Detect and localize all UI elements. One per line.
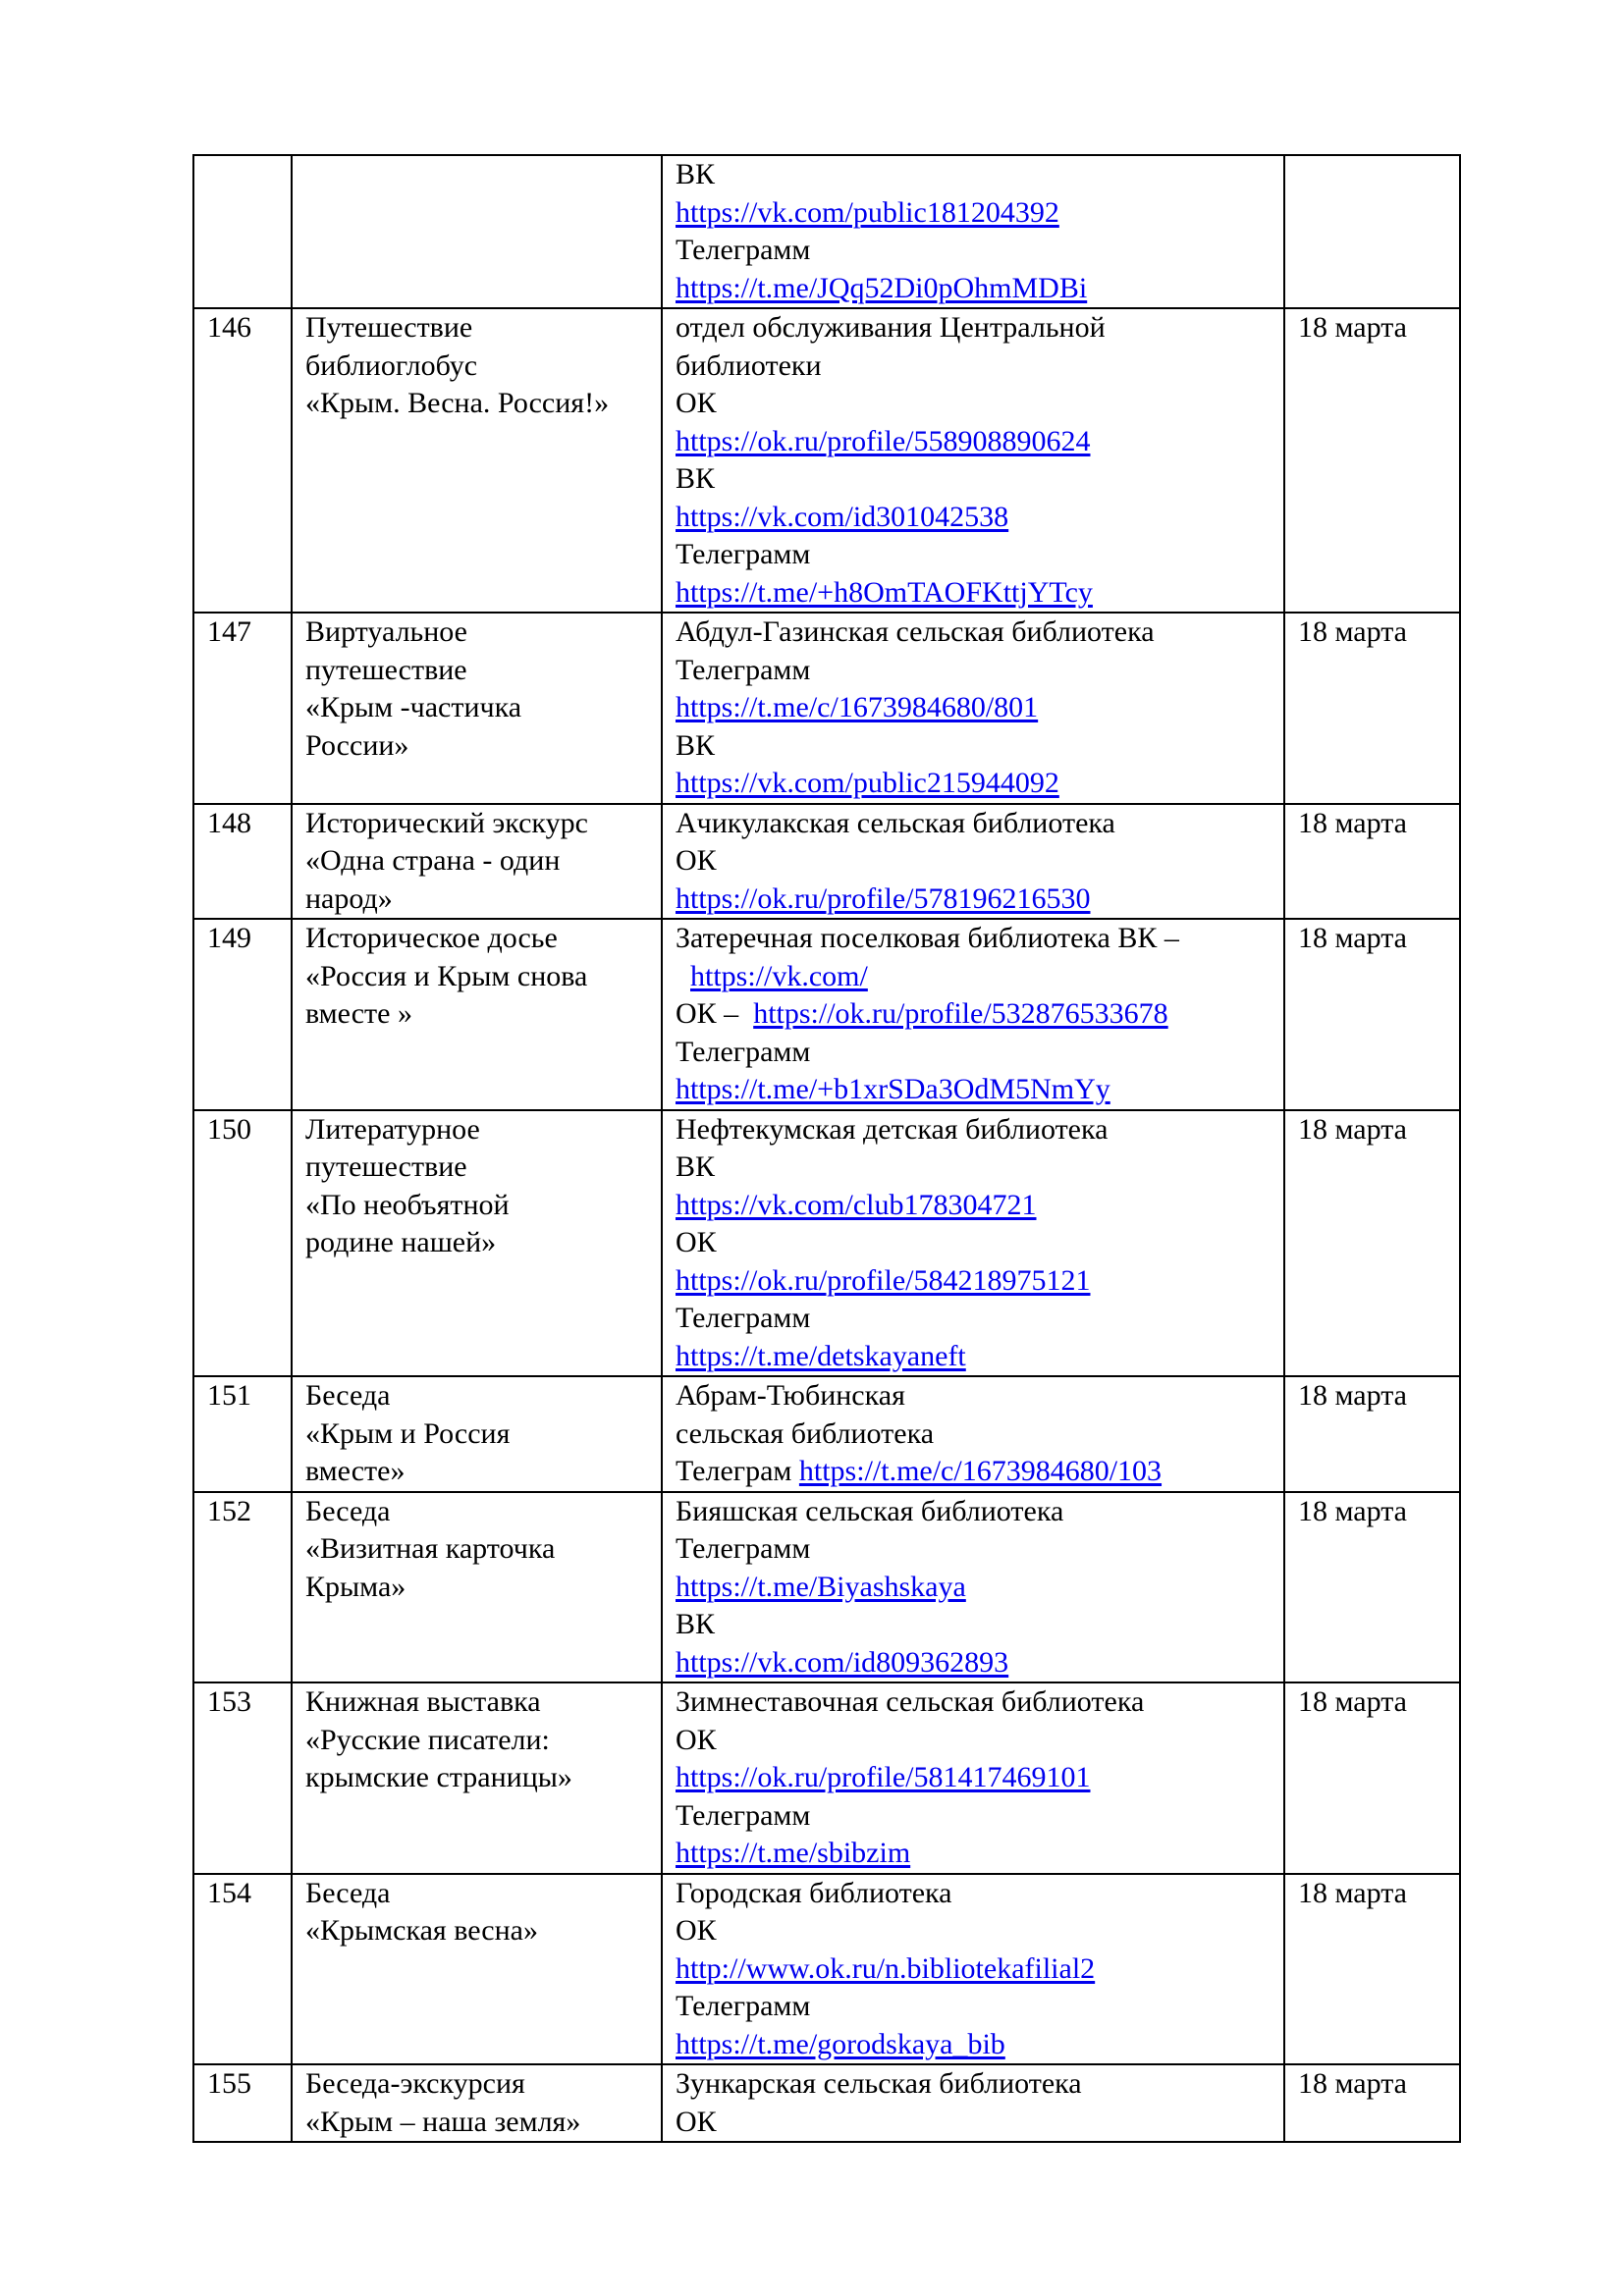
event-name-line: Беседа-экскурсия bbox=[305, 2067, 525, 2100]
event-name-line: «Крым -частичка bbox=[305, 691, 522, 723]
venue-text: Телеграмм bbox=[676, 1798, 811, 1832]
table-row bbox=[193, 308, 1460, 613]
venue-line bbox=[676, 1950, 1272, 1989]
table-row bbox=[193, 1492, 1460, 1683]
venue-text: Бияшская сельская библиотека bbox=[676, 1494, 1064, 1527]
social-link[interactable]: https://t.me/detskayaneft bbox=[676, 1339, 966, 1372]
event-name-line: «Россия и Крым снова bbox=[305, 959, 588, 992]
social-link[interactable]: http://www.ok.ru/n.bibliotekafilial2 bbox=[676, 1951, 1096, 1985]
venue-text: Телеграмм bbox=[676, 1302, 811, 1334]
event-name-line: вместе » bbox=[305, 997, 412, 1030]
event-name-line: Беседа bbox=[305, 1876, 391, 1909]
event-name-line: крымские страницы» bbox=[305, 1761, 572, 1793]
venue-line bbox=[676, 842, 1272, 881]
social-link[interactable]: https://ok.ru/profile/584218975121 bbox=[676, 1263, 1091, 1297]
venue-cell bbox=[662, 919, 1284, 1110]
venue-text: ОК bbox=[676, 1226, 717, 1258]
venue-text: сельская библиотека bbox=[676, 1416, 935, 1450]
event-name-line: вместе» bbox=[305, 1455, 406, 1487]
row-number-cell: 146 bbox=[193, 308, 292, 613]
venue-cell bbox=[662, 1376, 1284, 1492]
venue-text: ВК bbox=[676, 1608, 716, 1640]
date-cell: 18 марта bbox=[1284, 1110, 1460, 1377]
venue-cell bbox=[662, 804, 1284, 920]
row-number-cell: 149 bbox=[193, 919, 292, 1110]
row-number-cell: 150 bbox=[193, 1110, 292, 1377]
venue-text: ВК bbox=[676, 1150, 716, 1183]
table-row bbox=[193, 613, 1460, 804]
venue-line bbox=[676, 1683, 1272, 1722]
event-name-cell bbox=[292, 919, 662, 1110]
event-name-line: Исторический экскурс bbox=[305, 806, 588, 839]
event-name-line: «Крым – наша земля» bbox=[305, 2105, 581, 2138]
venue-line bbox=[676, 805, 1272, 843]
event-name-line: Историческое досье bbox=[305, 922, 558, 954]
event-name-cell bbox=[292, 1492, 662, 1683]
venue-line bbox=[676, 385, 1272, 423]
venue-cell bbox=[662, 613, 1284, 804]
venue-line bbox=[676, 1415, 1272, 1454]
venue-line bbox=[676, 1912, 1272, 1950]
venue-line bbox=[676, 2065, 1272, 2104]
venue-line bbox=[676, 1530, 1272, 1569]
venue-text: Абрам-Тюбинская bbox=[676, 1379, 905, 1412]
table-row bbox=[193, 1110, 1460, 1377]
venue-line bbox=[676, 1797, 1272, 1836]
venue-line bbox=[676, 1453, 1272, 1491]
social-link[interactable]: https://vk.com/public215944092 bbox=[676, 767, 1059, 799]
events-table-body bbox=[193, 155, 1460, 2142]
event-name-line: родине нашей» bbox=[305, 1226, 497, 1258]
venue-text: Ачикулакская сельская библиотека bbox=[676, 806, 1115, 839]
event-name-line: «Крым. Весна. Россия!» bbox=[305, 387, 610, 419]
date-cell: 18 марта bbox=[1284, 919, 1460, 1110]
venue-line bbox=[676, 1300, 1272, 1338]
social-link[interactable]: https://t.me/Biyashskaya bbox=[676, 1570, 966, 1603]
event-name-line: «Крым и Россия bbox=[305, 1416, 511, 1450]
venue-line bbox=[676, 270, 1272, 308]
event-name-line: Беседа bbox=[305, 1379, 391, 1412]
venue-cell bbox=[662, 1492, 1284, 1683]
social-link[interactable]: https://t.me/sbibzim bbox=[676, 1837, 911, 1869]
venue-text: ОК bbox=[676, 1914, 717, 1947]
venue-line bbox=[676, 1569, 1272, 1607]
venue-line bbox=[676, 194, 1272, 233]
venue-line bbox=[676, 2026, 1272, 2064]
venue-line bbox=[676, 156, 1272, 194]
social-link[interactable]: https://t.me/JQq52Di0pOhmMDBi bbox=[676, 271, 1088, 304]
venue-text: Телеграмм bbox=[676, 1035, 811, 1068]
venue-label: Телеграм bbox=[676, 1455, 799, 1487]
venue-text: ВК bbox=[676, 728, 716, 762]
venue-line bbox=[676, 1722, 1272, 1760]
venue-line bbox=[676, 958, 1272, 996]
venue-line bbox=[676, 1759, 1272, 1797]
event-name-line: Крыма» bbox=[305, 1570, 406, 1603]
event-name-line: «Русские писатели: bbox=[305, 1723, 550, 1756]
venue-line bbox=[676, 1034, 1272, 1072]
row-number-cell: 154 bbox=[193, 1874, 292, 2065]
venue-line bbox=[676, 920, 1272, 958]
venue-text: ВК bbox=[676, 462, 716, 495]
venue-text: Зимнеставочная сельская библиотека bbox=[676, 1685, 1145, 1718]
social-link[interactable]: https://t.me/+h8OmTAOFKttjYTcy bbox=[676, 575, 1093, 609]
table-row bbox=[193, 1682, 1460, 1874]
venue-text: ОК bbox=[676, 844, 717, 877]
venue-text: ОК bbox=[676, 1723, 717, 1756]
social-link[interactable]: https://ok.ru/profile/532876533678 bbox=[753, 997, 1168, 1030]
venue-line bbox=[676, 536, 1272, 574]
venue-text: отдел обслуживания Центральной bbox=[676, 311, 1106, 344]
events-table bbox=[192, 154, 1461, 2143]
event-name-line: Путешествие bbox=[305, 311, 473, 344]
venue-line bbox=[676, 1338, 1272, 1376]
row-number-cell: 152 bbox=[193, 1492, 292, 1683]
table-row bbox=[193, 919, 1460, 1110]
event-name-cell bbox=[292, 1682, 662, 1874]
row-number-cell: 151 bbox=[193, 1376, 292, 1492]
row-number-cell: 153 bbox=[193, 1682, 292, 1874]
venue-line bbox=[676, 995, 1272, 1034]
event-name-cell bbox=[292, 1376, 662, 1492]
venue-text: Абдул-Газинская сельская библиотека bbox=[676, 615, 1155, 648]
venue-text: Телеграмм bbox=[676, 234, 811, 266]
event-name-line: Литературное bbox=[305, 1112, 480, 1146]
venue-text: Телеграмм bbox=[676, 1532, 811, 1565]
event-name-cell bbox=[292, 1874, 662, 2065]
venue-line bbox=[676, 1111, 1272, 1149]
venue-text: Затеречная поселковая библиотека ВК – bbox=[676, 922, 1179, 954]
venue-line bbox=[676, 1875, 1272, 1913]
event-name-line: Беседа bbox=[305, 1494, 391, 1527]
event-name-line: «По необъятной bbox=[305, 1188, 510, 1221]
row-number-cell: 155 bbox=[193, 2064, 292, 2142]
event-name-line: России» bbox=[305, 728, 409, 762]
venue-text: Телеграмм bbox=[676, 538, 811, 570]
social-link[interactable]: https://t.me/c/1673984680/801 bbox=[676, 691, 1039, 723]
venue-line bbox=[676, 652, 1272, 690]
event-name-line: народ» bbox=[305, 881, 393, 915]
date-cell: 18 марта bbox=[1284, 1874, 1460, 2065]
venue-label bbox=[676, 960, 690, 992]
venue-line bbox=[676, 2104, 1272, 2142]
date-cell: 18 марта bbox=[1284, 1682, 1460, 1874]
venue-cell bbox=[662, 1874, 1284, 2065]
venue-text: ОК bbox=[676, 2105, 717, 2138]
venue-line bbox=[676, 1148, 1272, 1187]
social-link[interactable]: https://t.me/gorodskaya_bib bbox=[676, 2027, 1005, 2060]
table-row bbox=[193, 2064, 1460, 2142]
social-link[interactable]: https://vk.com/club178304721 bbox=[676, 1188, 1037, 1221]
venue-line bbox=[676, 1606, 1272, 1644]
row-number-cell: 147 bbox=[193, 613, 292, 804]
venue-line bbox=[676, 232, 1272, 270]
event-name-line: Виртуальное bbox=[305, 615, 467, 648]
venue-line bbox=[676, 1493, 1272, 1531]
event-name-cell bbox=[292, 155, 662, 308]
venue-line bbox=[676, 1187, 1272, 1225]
venue-text: Телеграмм bbox=[676, 653, 811, 686]
table-row bbox=[193, 1376, 1460, 1492]
event-name-line: библиоглобус bbox=[305, 348, 478, 382]
venue-label: ОК – bbox=[676, 997, 754, 1030]
event-name-cell bbox=[292, 613, 662, 804]
venue-line bbox=[676, 1644, 1272, 1682]
venue-line bbox=[676, 347, 1272, 386]
venue-text: Телеграмм bbox=[676, 1990, 811, 2022]
date-cell: 18 марта bbox=[1284, 804, 1460, 920]
social-link[interactable]: https://vk.com/public181204392 bbox=[676, 195, 1059, 229]
social-link[interactable]: https://t.me/+b1xrSDa3OdM5NmYy bbox=[676, 1073, 1110, 1105]
venue-text: Зункарская сельская библиотека bbox=[676, 2067, 1082, 2100]
venue-line bbox=[676, 614, 1272, 652]
event-name-cell bbox=[292, 804, 662, 920]
event-name-cell bbox=[292, 2064, 662, 2142]
social-link[interactable]: https://ok.ru/profile/578196216530 bbox=[676, 881, 1091, 915]
venue-line bbox=[676, 1262, 1272, 1301]
venue-cell bbox=[662, 155, 1284, 308]
event-name-line: «Визитная карточка bbox=[305, 1532, 556, 1565]
date-cell: 18 марта bbox=[1284, 2064, 1460, 2142]
venue-line bbox=[676, 1071, 1272, 1109]
venue-line bbox=[676, 460, 1272, 499]
document-page bbox=[192, 154, 1459, 2143]
venue-line bbox=[676, 574, 1272, 613]
event-name-line: «Крымская весна» bbox=[305, 1914, 538, 1947]
event-name-line: Книжная выставка bbox=[305, 1685, 541, 1718]
event-name-line: путешествие bbox=[305, 653, 467, 686]
venue-cell bbox=[662, 1682, 1284, 1874]
table-row bbox=[193, 1874, 1460, 2065]
venue-line bbox=[676, 1835, 1272, 1873]
venue-line bbox=[676, 309, 1272, 347]
venue-text: Городская библиотека bbox=[676, 1876, 952, 1909]
social-link[interactable]: https://ok.ru/profile/558908890624 bbox=[676, 424, 1091, 457]
venue-line bbox=[676, 499, 1272, 537]
venue-line bbox=[676, 423, 1272, 461]
social-link[interactable]: https://ok.ru/profile/581417469101 bbox=[676, 1761, 1091, 1793]
event-name-line: «Одна страна - один bbox=[305, 844, 561, 877]
social-link[interactable]: https://vk.com/ bbox=[690, 959, 868, 992]
social-link[interactable]: https://vk.com/id301042538 bbox=[676, 500, 1009, 533]
venue-line bbox=[676, 689, 1272, 727]
row-number-cell: 148 bbox=[193, 804, 292, 920]
social-link[interactable]: https://t.me/c/1673984680/103 bbox=[798, 1455, 1163, 1487]
venue-line bbox=[676, 727, 1272, 766]
venue-text: Нефтекумская детская библиотека bbox=[676, 1112, 1109, 1146]
row-number-cell bbox=[193, 155, 292, 308]
event-name-line: путешествие bbox=[305, 1150, 467, 1183]
venue-text: ОК bbox=[676, 387, 717, 419]
event-name-cell bbox=[292, 1110, 662, 1377]
date-cell: 18 марта bbox=[1284, 613, 1460, 804]
venue-text: библиотеки bbox=[676, 348, 822, 382]
venue-cell bbox=[662, 1110, 1284, 1377]
venue-cell bbox=[662, 2064, 1284, 2142]
event-name-cell bbox=[292, 308, 662, 613]
venue-line bbox=[676, 1224, 1272, 1262]
venue-text: ВК bbox=[676, 158, 716, 190]
date-cell bbox=[1284, 155, 1460, 308]
date-cell: 18 марта bbox=[1284, 1492, 1460, 1683]
date-cell: 18 марта bbox=[1284, 1376, 1460, 1492]
venue-line bbox=[676, 765, 1272, 803]
venue-line bbox=[676, 1377, 1272, 1415]
table-row bbox=[193, 804, 1460, 920]
social-link[interactable]: https://vk.com/id809362893 bbox=[676, 1645, 1009, 1679]
date-cell: 18 марта bbox=[1284, 308, 1460, 613]
table-row bbox=[193, 155, 1460, 308]
venue-cell bbox=[662, 308, 1284, 613]
venue-line bbox=[676, 881, 1272, 919]
venue-line bbox=[676, 1988, 1272, 2026]
